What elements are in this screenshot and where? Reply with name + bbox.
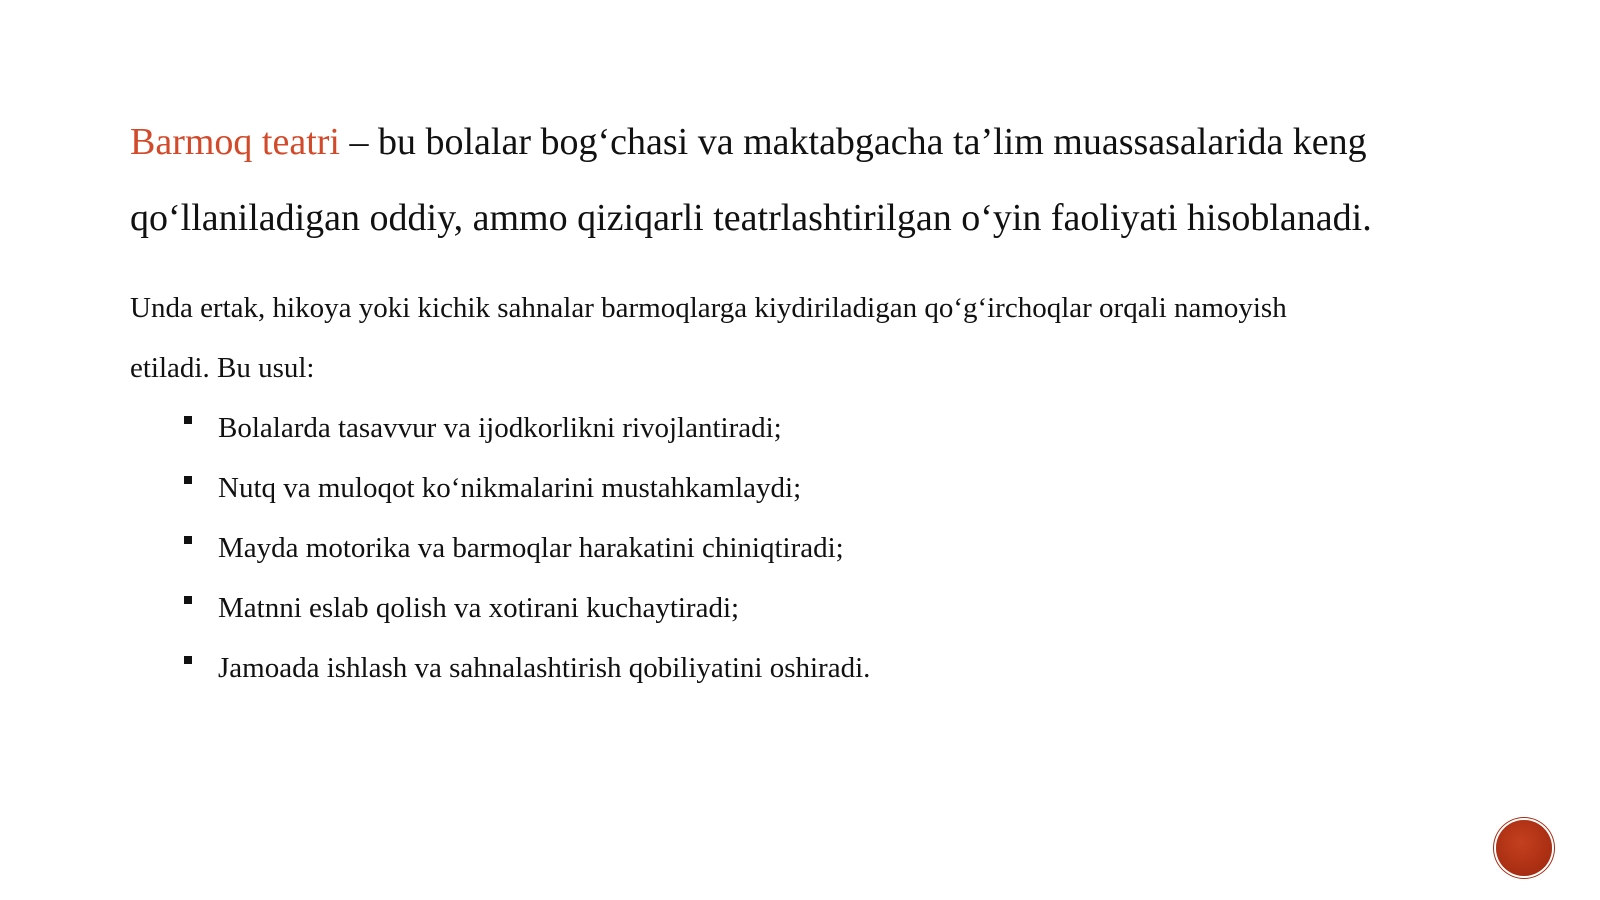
heading-term: Barmoq teatri (130, 121, 340, 163)
square-bullet-icon (184, 656, 192, 664)
square-bullet-icon (184, 416, 192, 424)
intro-line1: Unda ertak, hikoya yoki kichik sahnalar barmoqlarga kiydiriladigan qo‘g‘irchoqlar orqali namoyish (130, 292, 1287, 324)
square-bullet-icon (184, 596, 192, 604)
intro-line2: etiladi. Bu usul: (130, 352, 315, 384)
page-number-circle-icon (1496, 820, 1552, 876)
bullet-item (182, 398, 870, 458)
bullet-item (182, 638, 870, 698)
intro-paragraph (130, 278, 1530, 398)
square-bullet-icon (184, 536, 192, 544)
bullet-list (182, 398, 870, 698)
slide-heading (130, 104, 1530, 256)
heading-text-line2: qo‘llaniladigan oddiy, ammo qiziqarli teatrlashtirilgan o‘yin faoliyati hisoblanadi. (130, 197, 1372, 239)
bullet-text: Matnni eslab qolish va xotirani kuchaytiradi; (218, 592, 740, 624)
heading-text-line1: – bu bolalar bog‘chasi va maktabgacha ta’lim muassasalarida keng (339, 121, 1367, 163)
bullet-item (182, 458, 870, 518)
bullet-text: Bolalarda tasavvur va ijodkorlikni rivojlantiradi; (218, 412, 782, 444)
bullet-text: Nutq va muloqot ko‘nikmalarini mustahkamlaydi; (218, 472, 802, 504)
bullet-item (182, 518, 870, 578)
bullet-text: Mayda motorika va barmoqlar harakatini chiniqtiradi; (218, 532, 844, 564)
square-bullet-icon (184, 476, 192, 484)
bullet-text: Jamoada ishlash va sahnalashtirish qobiliyatini oshiradi. (218, 652, 871, 684)
bullet-item (182, 578, 870, 638)
